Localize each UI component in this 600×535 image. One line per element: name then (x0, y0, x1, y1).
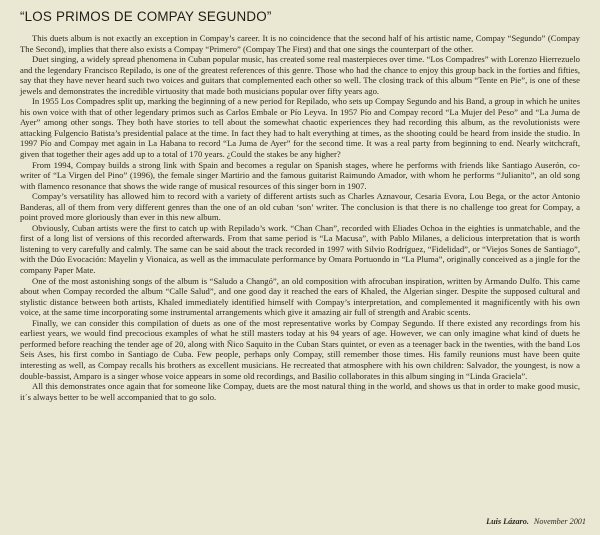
paragraph: Finally, we can consider this compilation of duets as one of the most representative works by Compay Segundo. If there existed any recordings from his earliest years, we would find precocious examples of what he still masters today at his 94 years of age. However, we can only imagine what kind of duets he performed before reaching the tender age of 20, along with Ñico Saquito in the Cuban Stars quintet, or even as a teenager back in the twenties, with the band Los Seis Ases, his first combo in Santiago de Cuba. Few people, perhaps only Compay, still remember those times. His family reunions must have been quite interesting as well, as Compay recalls his brothers as excellent musicians. He recreated that atmosphere with his own children: Salvador, the youngest, is now a double-bassist, Amparo is a singer whose voice appears in some old recordings, and Basilio collaborates in this album singing in “Linda Graciela”. (20, 317, 580, 381)
paragraph: Compay’s versatility has allowed him to record with a variety of different artists such as Charles Aznavour, Cesaria Evora, Lou Bega, or the actor Antonio Banderas, all of them from very different genres than the one of an old cuban ‘son’ writer. The conclusion is that there is no challenge too great for Compay, a point proved more gloriously than ever in this new album. (20, 191, 580, 223)
paragraph: This duets album is not exactly an exception in Compay’s career. It is no coincidence that the second half of his artistic name, Compay “Segundo” (Compay The Second), implies that there also exists a Compay “Primero” (Compay The First) and that one sings the counterpart of the other. (20, 33, 580, 54)
paragraph: From 1994, Compay builds a strong link with Spain and becomes a regular on Spanish stages, where he performs with friends like Santiago Auserón, co-writer of “La Virgen del Pino” (1996), the female singer Martirio and the famous guitarist Raimundo Amador, with whom he performs “Julianito”, an old song with flamenco resonance that shows the wide range of musical resources of this singer born in 1907. (20, 159, 580, 191)
page-title: “LOS PRIMOS DE COMPAY SEGUNDO” (20, 9, 272, 24)
paragraph: One of the most astonishing songs of the album is “Saludo a Changó”, an old composition with afrocuban inspiration, written by Armando Dulfo. This came about when Compay recorded the album “Calle Salud”, and one good day it reached the ears of Khaled, the Algerian singer. Despite the supposed cultural and stylistic distance between both artists, Khaled immediately identified himself with Compay’s interpretation, and complemented it magnificently with his own voice, at the same time incorporating some instrumental arrangements which give it amazing air full of strength and Arabic scents. (20, 275, 580, 318)
paragraph: Duet singing, a widely spread phenomena in Cuban popular music, has created some real masterpieces over time. “Los Compadres” with Lorenzo Hierrezuelo and the legendary Francisco Repilado, is one of the greatest references of this genre. Those who had the chance to enjoy this group back in the forties and fifties, say that they have never heard such two voices and guitars that complemented each other so well. The closing track of this album “Tente en Pie”, is one of these jewels and demonstrates the incredible virtuosity that made both musicians popular over fifty years ago. (20, 54, 580, 96)
paragraph: Obviously, Cuban artists were the first to catch up with Repilado’s work. “Chan Chan”, recorded with Eliades Ochoa in the eighties is unmatchable, and the first of a long list of versions of this recorded afterwards. From that same period is “La Macusa”, with Pablo Milanes, a delicious interpretation that is worth listening to very carefully and calmly. The same can be said about the track recorded in 1997 with Silvio Rodríguez, “Fidelidad”, or “Viejos Sones de Santiago”, with the Dúo Evocación: Mayelin y Vionaica, as well as the immaculate performance by Omara Portuondo in “La Pluma”, originally conceived as a jingle for the company Paper Mate. (20, 222, 580, 276)
signature (486, 517, 586, 526)
paragraph: All this demonstrates once again that for someone like Compay, duets are the most natural thing in the world, and shows us that in order to make good music, it´s always better to be well accompanied that to go solo. (20, 381, 580, 402)
signature-author: Luis Lázaro. (486, 517, 529, 526)
signature-date: November 2001 (533, 517, 586, 526)
paragraph: In 1955 Los Compadres split up, marking the beginning of a new period for Repilado, who sets up Compay Segundo and his Band, a group in which he unites his own voice with that of other legendary primos such as Carlos Embale or Pío Leyva. In 1957 Pío and Compay record “La Mujer del Peso” and “La Juma de Ayer” among other songs. They both have stories to tell about the somewhat chaotic experiences they had recording this album, as the revolutionists were attacking Fulgencio Batista’s presidential palace at the time. In fact they had to halt everything at times, as the shooting could be heard from inside the studio. In 1997 Pío and Compay met again in La Habana to record “La Juma de Ayer” for the second time. It was a real party from beginning to end. Nearly witchcraft, given that together their ages add up to a total of 170 years. ¿Could the stakes be any higher? (20, 96, 580, 160)
article-body (20, 33, 580, 402)
